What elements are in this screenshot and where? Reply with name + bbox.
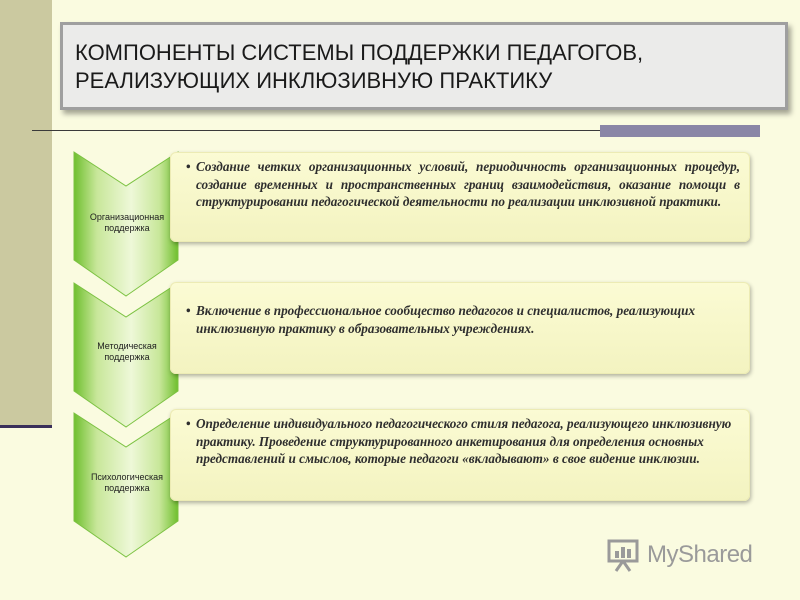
presentation-board-icon [607,538,641,572]
left-band-rule [0,425,52,428]
left-decorative-band [0,0,52,427]
component-card-organizational [170,152,750,242]
title-line-1: КОМПОНЕНТЫ СИСТЕМЫ ПОДДЕРЖКИ ПЕДАГОГОВ, [75,40,644,65]
component-text-methodical: • Включение в профессиональное сообщество педагогов и специалистов, реализующих инклюзивную практику в образовательных учреждениях. [186,303,696,336]
title-line-2: РЕАЛИЗУЮЩИХ ИНКЛЮЗИВНУЮ ПРАКТИКУ [75,68,553,93]
component-text-psychological: • Определение индивидуального педагогического стиля педагога, реализующего инклюзивную практику. Проведение структурированного анкетирования для определения основных представлений и смыслов, которые педагоги «вкладывают» в свое видение инклюзии. [186,416,732,466]
bullet: • [186,159,191,174]
chevron-label-organizational: Организационная поддержка [89,212,165,233]
bullet: • [186,416,191,431]
title-accent-bar [600,125,760,137]
myshared-logo [607,538,777,572]
chevron-label-methodical: Методическая поддержка [97,341,157,362]
component-text-organizational: • Создание четких организационных условий, периодичность организационных процедур, создание временных и пространственных границ взаимодействия, оказание помощи в структурировании педагогической деятельности по реализации инклюзивной практики. [186,159,740,209]
title-box [60,22,788,110]
component-card-methodical [170,282,750,374]
watermark-text: MyShared [647,541,753,568]
component-card-psychological [170,409,750,501]
chevron-label-psychological: Психологическая поддержка [90,472,164,493]
page-title [75,39,775,95]
bullet: • [186,303,191,318]
